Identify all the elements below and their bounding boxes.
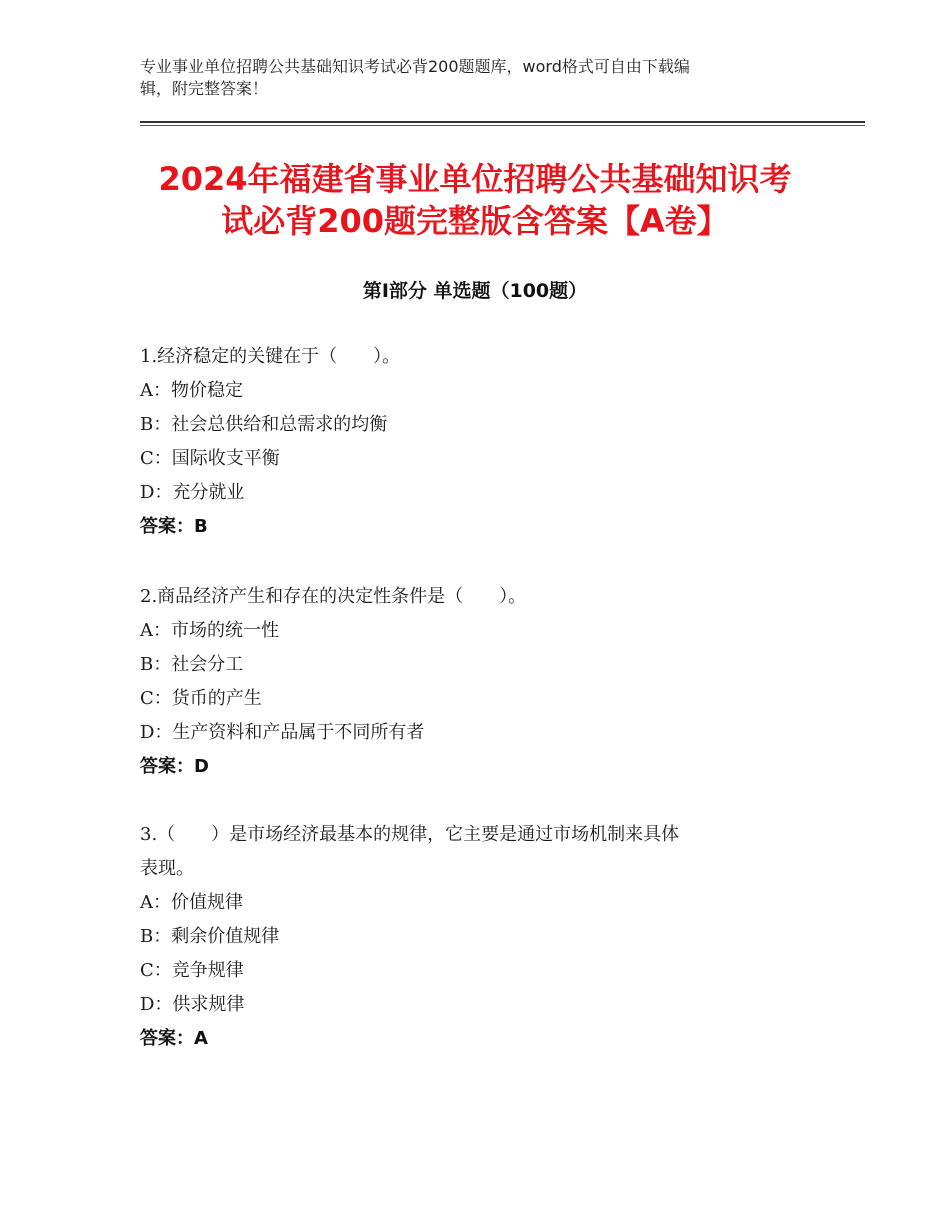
question-stem: 2.商品经济产生和存在的决定性条件是（ ）。 (140, 586, 527, 607)
option-a: A：市场的统一性 (140, 620, 279, 641)
question-item (140, 340, 830, 544)
option-c: C：货币的产生 (140, 688, 262, 709)
header-note-line: 辑，附完整答案！ (140, 79, 269, 98)
section-title: 第Ⅰ部分 单选题（100题） (362, 280, 588, 302)
option-b: B：剩余价值规律 (140, 926, 280, 947)
option-b: B：社会总供给和总需求的均衡 (140, 414, 388, 435)
header-divider-thick (140, 121, 865, 123)
option-c: C：国际收支平衡 (140, 448, 280, 469)
question-item (140, 818, 830, 1056)
option-a: A：物价稳定 (140, 380, 243, 401)
option-a: A：价值规律 (140, 892, 243, 913)
header-divider-thin (140, 125, 865, 126)
question-stem: 1.经济稳定的关键在于（ ）。 (140, 346, 401, 367)
answer-label: 答案：A (140, 1028, 208, 1049)
document-title-line: 试必背200题完整版含答案【A卷】 (221, 202, 729, 240)
option-d: D：充分就业 (140, 482, 245, 503)
answer-label: 答案：D (140, 756, 209, 777)
document-title-line: 2024年福建省事业单位招聘公共基础知识考 (158, 160, 792, 198)
question-item (140, 580, 830, 784)
header-note-line: 专业事业单位招聘公共基础知识考试必背200题题库，word格式可自由下载编 (140, 57, 690, 76)
answer-label: 答案：B (140, 516, 208, 537)
question-stem: 3.（ ）是市场经济最基本的规律，它主要是通过市场机制来具体 (140, 824, 680, 845)
option-b: B：社会分工 (140, 654, 244, 675)
option-d: D：生产资料和产品属于不同所有者 (140, 722, 425, 743)
document-title (110, 158, 840, 242)
header-note (140, 56, 790, 100)
option-c: C：竞争规律 (140, 960, 244, 981)
option-d: D：供求规律 (140, 994, 245, 1015)
question-stem-continued: 表现。 (140, 858, 194, 879)
